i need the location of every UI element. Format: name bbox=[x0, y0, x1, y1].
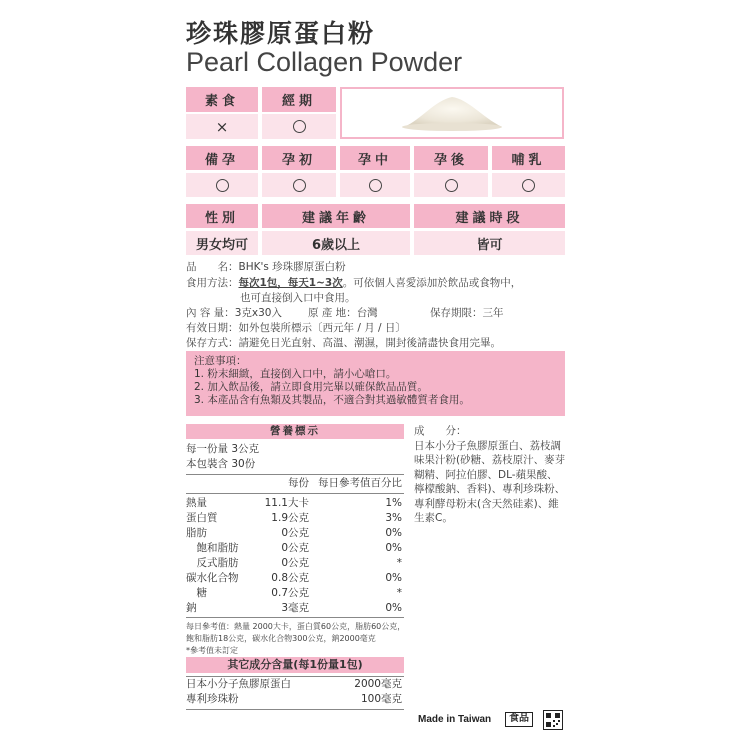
audience-value-age: 6歲以上 bbox=[262, 231, 410, 255]
diet-header-vegetarian: 素食 bbox=[186, 87, 258, 112]
nutrition-servings-per-pack: 本包裝含 30份 bbox=[186, 458, 256, 470]
notice-box bbox=[186, 351, 565, 416]
nutrition-footnote: 每日參考值：熱量 2000大卡，蛋白質60公克，脂肪60公克， bbox=[186, 622, 406, 631]
audience-header-age: 建議年齡 bbox=[262, 204, 410, 228]
info-origin: 原 產 地：台灣 bbox=[308, 307, 378, 319]
ingredients-block bbox=[414, 424, 566, 526]
notice-item: 1. 粉末細緻，直接倒入口中，請小心嗆口。 bbox=[194, 368, 397, 380]
nutrition-row: 糖 0.7公克 * bbox=[186, 587, 402, 599]
other-ingredients-title: 其它成分含量(每1份量1包) bbox=[186, 657, 404, 673]
info-usage-line2: 也可直接倒入口中食用。 bbox=[240, 292, 356, 304]
info-capacity: 內 容 量：3克x30入 bbox=[186, 307, 282, 319]
ingredients-title: 成 分： bbox=[414, 425, 467, 437]
notice-item: 3. 本產品含有魚類及其製品，不適合對其過敏體質者食用。 bbox=[194, 394, 470, 406]
other-ingredient-row: 專利珍珠粉 100毫克 bbox=[186, 693, 402, 705]
info-storage: 保存方式：請避免日光直射、高溫、潮濕，開封後請盡快食用完畢。 bbox=[186, 337, 501, 349]
pregnancy-value-early bbox=[262, 173, 336, 197]
notice-title: 注意事項： bbox=[194, 355, 247, 367]
product-title-chinese: 珍珠膠原蛋白粉 bbox=[186, 19, 376, 48]
info-product-name: 品 名：BHK's 珍珠膠原蛋白粉 bbox=[186, 261, 346, 273]
pregnancy-header-nursing: 哺乳 bbox=[492, 146, 565, 170]
nutrition-footnote: 飽和脂肪18公克，碳水化合物300公克，鈉2000毫克 bbox=[186, 634, 376, 643]
diet-value-menstrual bbox=[262, 114, 336, 139]
made-in-label: Made in Taiwan bbox=[418, 714, 492, 725]
product-title-english: Pearl Collagen Powder bbox=[186, 47, 463, 77]
diet-header-menstrual: 經期 bbox=[262, 87, 336, 112]
notice-item: 2. 加入飲品後，請立即食用完畢以確保飲品品質。 bbox=[194, 381, 428, 393]
audience-header-time: 建議時段 bbox=[414, 204, 565, 228]
divider bbox=[186, 617, 404, 618]
pregnancy-header-prepare: 備孕 bbox=[186, 146, 258, 170]
pregnancy-header-early: 孕初 bbox=[262, 146, 336, 170]
nutrition-row: 熱量 11.1大卡 1% bbox=[186, 497, 402, 509]
ok-circle-icon bbox=[522, 179, 535, 192]
audience-header-gender: 性別 bbox=[186, 204, 258, 228]
nutrition-footnote: *參考值未訂定 bbox=[186, 646, 238, 655]
divider bbox=[186, 493, 404, 494]
qr-code-icon bbox=[543, 710, 563, 730]
nutrition-row: 蛋白質 1.9公克 3% bbox=[186, 512, 402, 524]
pregnancy-value-late bbox=[414, 173, 488, 197]
audience-value-time: 皆可 bbox=[414, 231, 565, 255]
info-shelf-life: 保存期限：三年 bbox=[430, 307, 504, 319]
pregnancy-header-late: 孕後 bbox=[414, 146, 488, 170]
nutrition-row: 反式脂肪 0公克 * bbox=[186, 557, 402, 569]
audience-value-gender: 男女均可 bbox=[186, 231, 258, 255]
pregnancy-value-nursing bbox=[492, 173, 565, 197]
ok-circle-icon bbox=[293, 120, 306, 133]
info-expiry: 有效日期：如外包裝所標示〔西元年 / 月 / 日〕 bbox=[186, 322, 406, 334]
divider bbox=[186, 709, 404, 710]
nutrition-serving: 每一份量 3公克 bbox=[186, 443, 260, 455]
ingredients-text: 日本小分子魚膠原蛋白、荔枝調味果汁粉(砂糖、荔枝原汁、麥芽糊精、阿拉伯膠、DL-蘋果酸、檸檬酸鈉、香料)、專利珍珠粉、專利酵母粉末(含天然硅素)、維生素C。 bbox=[414, 439, 566, 524]
divider bbox=[186, 474, 404, 475]
powder-pile-icon bbox=[342, 89, 562, 137]
nutrition-row: 碳水化合物 0.8公克 0% bbox=[186, 572, 402, 584]
nutrition-column-headers: 每份 每日參考值百分比 bbox=[288, 477, 402, 489]
pregnancy-header-middle: 孕中 bbox=[340, 146, 410, 170]
info-usage: 食用方法：每次1包，每天1~3次。可依個人喜愛添加於飲品或食物中， bbox=[186, 277, 522, 289]
other-ingredient-row: 日本小分子魚膠原蛋白 2000毫克 bbox=[186, 678, 402, 690]
nutrition-title: 營養標示 bbox=[186, 424, 404, 439]
pregnancy-value-prepare bbox=[186, 173, 258, 197]
nutrition-row: 飽和脂肪 0公克 0% bbox=[186, 542, 402, 554]
nutrition-row: 鈉 3毫克 0% bbox=[186, 602, 402, 614]
ok-circle-icon bbox=[216, 179, 229, 192]
diet-value-vegetarian: × bbox=[186, 114, 258, 139]
ok-circle-icon bbox=[293, 179, 306, 192]
product-powder-image bbox=[340, 87, 564, 139]
ok-circle-icon bbox=[445, 179, 458, 192]
food-badge: 食品 bbox=[505, 712, 533, 727]
nutrition-row: 脂肪 0公克 0% bbox=[186, 527, 402, 539]
pregnancy-value-middle bbox=[340, 173, 410, 197]
ok-circle-icon bbox=[369, 179, 382, 192]
